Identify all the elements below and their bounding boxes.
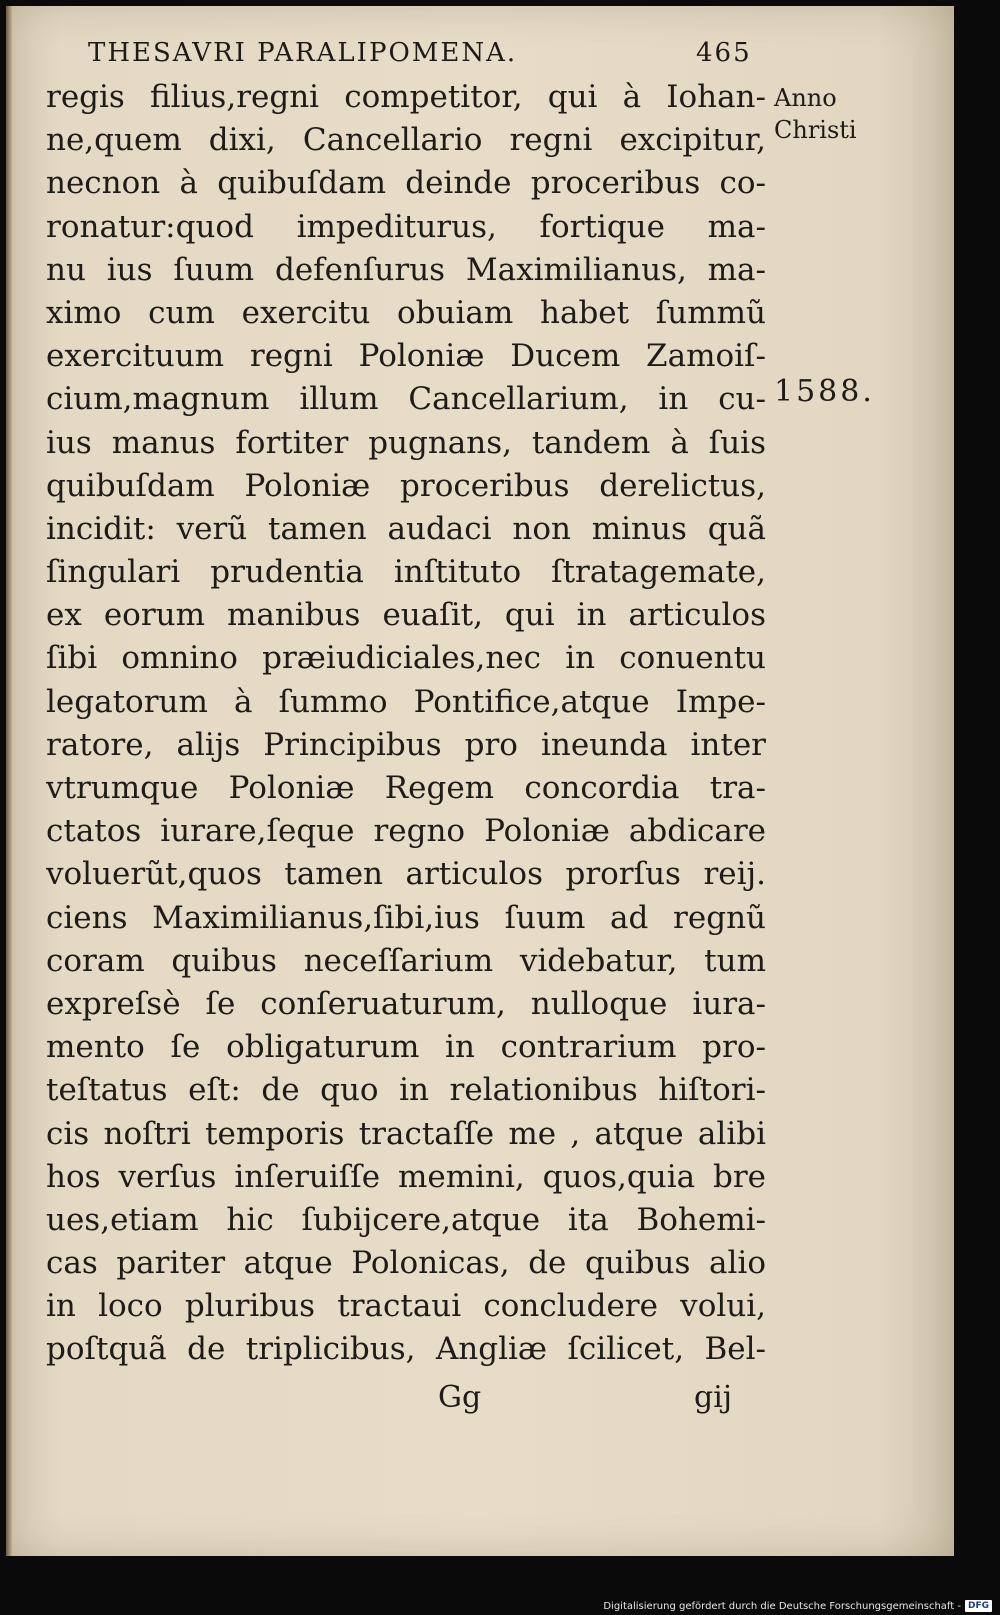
text-line: ex eorum manibus euaſit, qui in articulos (46, 597, 766, 634)
digitization-credit (603, 1600, 992, 1612)
text-line: ſibi omnino præiudiciales,nec in conuentu (46, 640, 766, 677)
book-page (6, 6, 954, 1556)
page-gutter-edge (6, 6, 12, 1556)
text-line: ne,quem dixi, Cancellario regni excipitur, (46, 122, 766, 159)
text-line: voluerũt,quos tamen articulos prorſus reij. (46, 856, 766, 893)
text-line: incidit: verũ tamen audaci non minus quã (46, 510, 766, 547)
digitization-credit-text: Digitalisierung gefördert durch die Deutsche Forschungsgemeinschaft - (603, 1600, 961, 1612)
signature-mark: Gg (438, 1380, 482, 1415)
text-line: expreſsè ſe conſeruaturum, nulloque iura- (46, 985, 766, 1022)
text-line: ues,etiam hic ſubijcere,atque ita Bohemi- (46, 1201, 766, 1238)
text-line: cas pariter atque Polonicas, de quibus alio (46, 1245, 766, 1282)
text-line: coram quibus neceſſarium videbatur, tum (46, 942, 766, 979)
text-line: legatorum à ſummo Pontifice,atque Impe- (46, 683, 766, 720)
catchword: gij (694, 1380, 733, 1415)
text-line: hos verſus inſeruiſſe memini, quos,quia bre (46, 1158, 766, 1195)
text-line: in loco pluribus tractaui concludere volui, (46, 1288, 766, 1325)
text-line: ſingulari prudentia inſtituto ſtratagemate, (46, 554, 766, 591)
page-number: 465 (696, 38, 752, 68)
text-line: ciens Maximilianus,ſibi,ius ſuum ad regnũ (46, 899, 766, 936)
running-head (88, 38, 788, 78)
margin-note-anno: Anno (774, 84, 837, 112)
text-line: regis filius,regni competitor, qui à Iohan- (46, 79, 766, 115)
margin-note (774, 82, 884, 146)
text-line: ronatur:quod impediturus, fortique ma- (46, 208, 766, 245)
text-line: mento ſe obligaturum in contrarium pro- (46, 1029, 766, 1066)
text-line: cium,magnum illum Cancellarium, in cu- (46, 381, 766, 418)
text-line: ius manus fortiter pugnans, tandem à ſuis (46, 424, 766, 461)
text-line: nu ius ſuum defenſurus Maximilianus, ma- (46, 251, 766, 288)
text-line: necnon à quibuſdam deinde proceribus co- (46, 165, 766, 202)
text-line: ctatos iurare,ſeque regno Poloniæ abdicare (46, 813, 766, 850)
dfg-logo-icon: DFG (965, 1600, 992, 1612)
text-line: vtrumque Poloniæ Regem concordia tra- (46, 770, 766, 806)
text-line: exercituum regni Poloniæ Ducem Zamoiſ- (46, 338, 766, 375)
text-line: poſtquã de triplicibus, Angliæ ſcilicet, Bel- (46, 1331, 766, 1368)
margin-note-christi: Christi (774, 116, 857, 144)
margin-year: 1588. (774, 374, 875, 409)
running-head-title: THESAVRI PARALIPOMENA. (88, 38, 518, 68)
text-line: quibuſdam Poloniæ proceribus derelictus, (46, 467, 766, 504)
text-line: ratore, alijs Principibus pro ineunda inter (46, 726, 766, 763)
text-line: ximo cum exercitu obuiam habet ſummũ (46, 294, 766, 331)
text-line: cis noſtri temporis tractaſſe me , atque alibi (46, 1115, 766, 1152)
text-line: teſtatus eſt: de quo in relationibus hiſtori- (46, 1072, 766, 1109)
main-text-block (46, 76, 766, 1372)
